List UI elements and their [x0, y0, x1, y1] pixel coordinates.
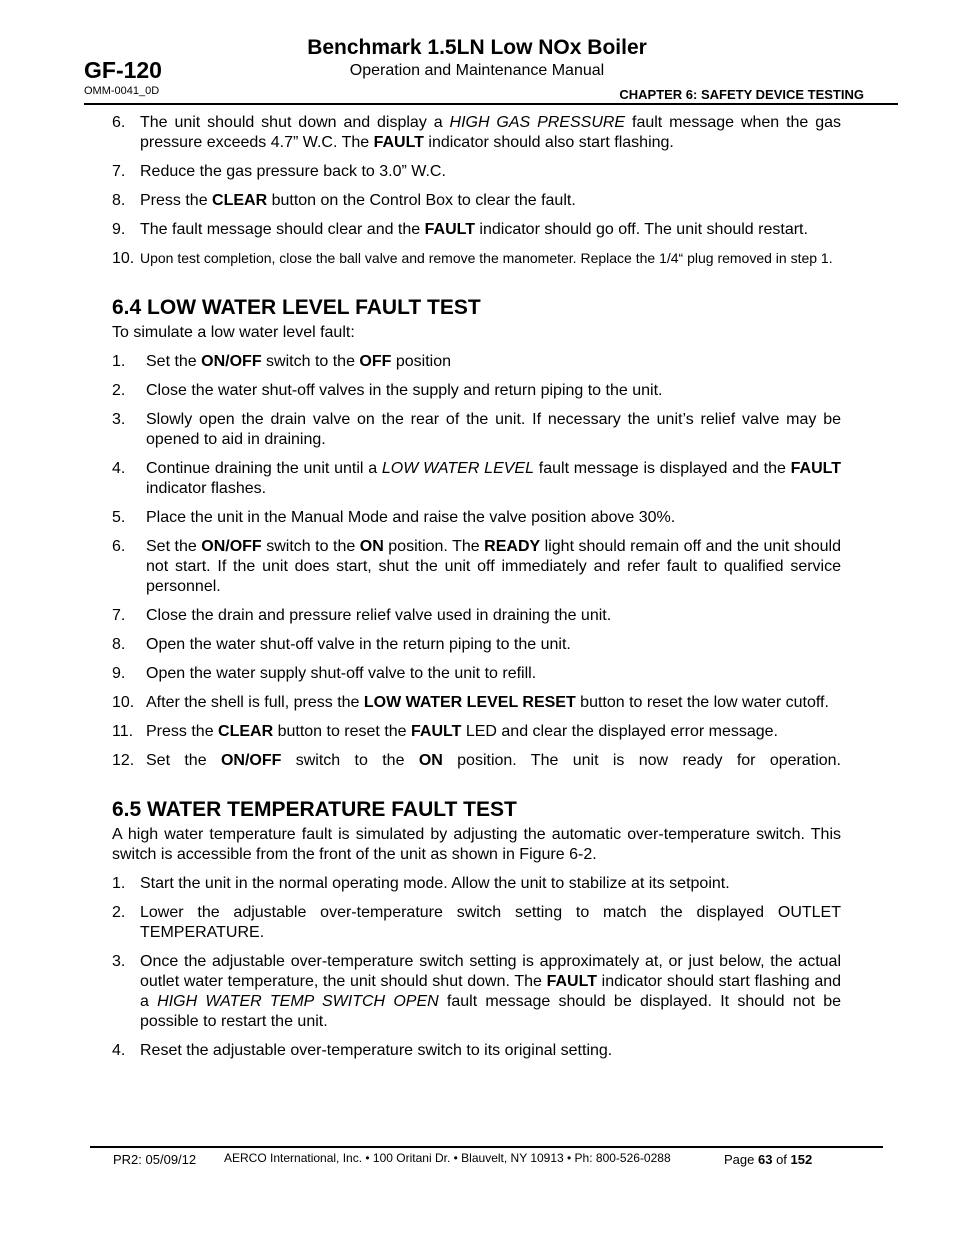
text-run: The unit should shut down and display a [140, 114, 450, 131]
text-run: Press the [146, 723, 219, 740]
text-run: fault message should be displayed. It should not be possible to restart the unit. [140, 993, 842, 1030]
model-code: GF-120 [84, 57, 162, 83]
item-number: 8. [112, 636, 126, 653]
item-text [140, 163, 446, 180]
list-item [112, 249, 841, 269]
bold-term: LOW WATER LEVEL RESET [363, 694, 576, 711]
section-intro-6-4: To simulate a low water level fault: [112, 324, 355, 341]
text-run: button to reset the low water cutoff. [575, 694, 829, 711]
text-run: button on the Control Box to clear the fault. [267, 192, 576, 209]
bold-term: FAULT [411, 723, 462, 740]
text-run: Reduce the gas pressure back to 3.0” W.C. [140, 163, 446, 180]
list-item [112, 381, 841, 401]
text-run: Open the water supply shut-off valve to the unit to refill. [146, 665, 537, 682]
document-subtitle: Operation and Maintenance Manual [349, 62, 605, 79]
item-text [146, 752, 841, 769]
bold-term: CLEAR [218, 723, 274, 740]
item-text [140, 904, 841, 941]
water-temp-step-list [112, 874, 841, 1061]
item-number: 4. [112, 1042, 126, 1059]
text-run: Set the [146, 752, 221, 769]
list-item [112, 874, 841, 894]
item-text [140, 1042, 612, 1059]
revision-date: PR2: 05/09/12 [113, 1152, 197, 1167]
list-item [112, 508, 841, 528]
list-item [112, 635, 841, 655]
text-run: Upon test completion, close the ball valve and remove the manometer. Replace the 1/4“ plug removed in step 1. [140, 250, 833, 266]
item-text [146, 538, 841, 595]
company-address: AERCO International, Inc. • 100 Oritani Dr. • Blauvelt, NY 10913 • Ph: 800-526-0288 [224, 1151, 671, 1165]
italic-term: HIGH WATER TEMP SWITCH OPEN [157, 993, 439, 1010]
text-run: fault message is displayed and the [534, 460, 791, 477]
bold-term: OFF [359, 353, 392, 370]
item-number: 9. [112, 221, 126, 238]
text-run: position. The [383, 538, 485, 555]
text-run: The fault message should clear and the [140, 221, 425, 238]
text-run: indicator flashes. [146, 480, 267, 497]
section-heading-6-4: 6.4 LOW WATER LEVEL FAULT TEST [112, 296, 481, 319]
text-run: LED and clear the displayed error message. [461, 723, 778, 740]
item-number: 3. [112, 411, 126, 428]
item-text [140, 114, 841, 151]
text-run: switch to the [261, 353, 360, 370]
item-text [146, 694, 829, 711]
item-text [146, 665, 536, 682]
text-run: Close the water shut-off valves in the supply and return piping to the unit. [146, 382, 663, 399]
item-number: 11. [112, 723, 134, 740]
item-number: 2. [112, 382, 126, 399]
text-run: indicator should go off. The unit should restart. [474, 221, 808, 238]
bold-term: ON/OFF [201, 538, 262, 555]
item-number: 8. [112, 192, 126, 209]
text-run: Reset the adjustable over-temperature switch to its original setting. [140, 1042, 613, 1059]
bold-term: CLEAR [212, 192, 268, 209]
chapter-title: CHAPTER 6: SAFETY DEVICE TESTING [619, 87, 864, 102]
item-text [140, 192, 576, 209]
text-run: position. The unit is now ready for operation. [442, 752, 841, 769]
item-text [146, 382, 662, 399]
text-run: Slowly open the drain valve on the rear of the unit. If necessary the unit’s relief valve may be opened to aid in draining. [146, 411, 841, 448]
bold-term: ON/OFF [220, 752, 282, 769]
text-run: position [391, 353, 452, 370]
document-title: Benchmark 1.5LN Low NOx Boiler [307, 36, 647, 59]
header-divider [84, 103, 898, 105]
section-heading-6-5: 6.5 WATER TEMPERATURE FAULT TEST [112, 798, 517, 821]
item-number: 7. [112, 607, 126, 624]
list-item [112, 693, 841, 713]
text-run: Once the adjustable over-temperature switch setting is approximately at, or just below, the actual outlet water temperature, the unit should shut down. The [140, 953, 841, 990]
text-run: Set the [146, 353, 202, 370]
item-text [140, 250, 833, 266]
list-item [112, 1041, 841, 1061]
text-run: Press the [140, 192, 213, 209]
bold-term: ON [359, 538, 384, 555]
bold-term: FAULT [373, 134, 424, 151]
item-text [146, 509, 675, 526]
item-number: 10. [112, 250, 135, 267]
bold-term: FAULT [424, 221, 475, 238]
text-run: indicator should also start flashing. [423, 134, 674, 151]
item-number: 2. [112, 904, 126, 921]
text-run: After the shell is full, press the [146, 694, 364, 711]
item-number: 1. [112, 353, 126, 370]
list-item [112, 722, 841, 742]
list-item [112, 751, 841, 771]
text-run: Close the drain and pressure relief valve used in draining the unit. [146, 607, 612, 624]
bold-term: READY [484, 538, 541, 555]
low-water-step-list [112, 352, 841, 771]
list-item [112, 952, 841, 1032]
item-text [146, 607, 611, 624]
section-intro-6-5: A high water temperature fault is simulated by adjusting the automatic over-temperature switch. This switch is accessible from the front of the unit as shown in Figure 6-2. [112, 826, 841, 863]
text-run: Place the unit in the Manual Mode and raise the valve position above 30%. [146, 509, 676, 526]
list-item [112, 537, 841, 597]
bold-term: ON [418, 752, 443, 769]
item-text [146, 411, 841, 448]
text-run: fault message when the gas pressure exceeds 4.7” W.C. The [140, 114, 842, 151]
item-number: 10. [112, 694, 135, 711]
doc-number: OMM-0041_0D [84, 85, 160, 97]
list-item [112, 113, 841, 153]
text-run: button to reset the [273, 723, 412, 740]
text-run: Start the unit in the normal operating mode. Allow the unit to stabilize at its setpoint. [140, 875, 730, 892]
text-run: Continue draining the unit until a [146, 460, 382, 477]
bold-term: ON/OFF [201, 353, 262, 370]
list-item [112, 191, 841, 211]
item-number: 4. [112, 460, 126, 477]
page-content [112, 113, 841, 1070]
item-text [146, 723, 778, 740]
item-number: 9. [112, 665, 126, 682]
item-text [140, 221, 808, 238]
item-text [140, 875, 730, 892]
item-number: 6. [112, 114, 126, 131]
list-item [112, 352, 841, 372]
text-run: indicator should start flashing and a [140, 973, 842, 1010]
item-number: 7. [112, 163, 126, 180]
item-text [140, 953, 841, 1030]
italic-term: HIGH GAS PRESSURE [449, 114, 626, 131]
text-run: switch to the [261, 538, 360, 555]
bold-term: FAULT [790, 460, 842, 477]
item-text [146, 353, 451, 370]
list-item [112, 459, 841, 499]
list-item [112, 220, 841, 240]
bold-term: FAULT [546, 973, 597, 990]
list-item [112, 664, 841, 684]
text-run: Set the [146, 538, 202, 555]
item-number: 5. [112, 509, 126, 526]
continued-step-list [112, 113, 841, 269]
footer-divider [90, 1146, 883, 1148]
list-item [112, 903, 841, 943]
item-number: 12. [112, 752, 135, 769]
text-run: light should remain off and the unit should not start. If the unit does start, shut the unit off immediately and refer fault to qualified service personnel. [146, 538, 841, 595]
item-number: 3. [112, 953, 126, 970]
item-text [146, 636, 571, 653]
list-item [112, 410, 841, 450]
text-run: Lower the adjustable over-temperature switch setting to match the displayed OUTLET TEMPERATURE. [140, 904, 841, 941]
item-number: 6. [112, 538, 126, 555]
text-run: Open the water shut-off valve in the return piping to the unit. [146, 636, 571, 653]
list-item [112, 606, 841, 626]
list-item [112, 162, 841, 182]
italic-term: LOW WATER LEVEL [381, 460, 534, 477]
page-number: Page 63 of 152 [724, 1152, 813, 1167]
item-text [146, 460, 841, 497]
item-number: 1. [112, 875, 126, 892]
text-run: switch to the [281, 752, 419, 769]
